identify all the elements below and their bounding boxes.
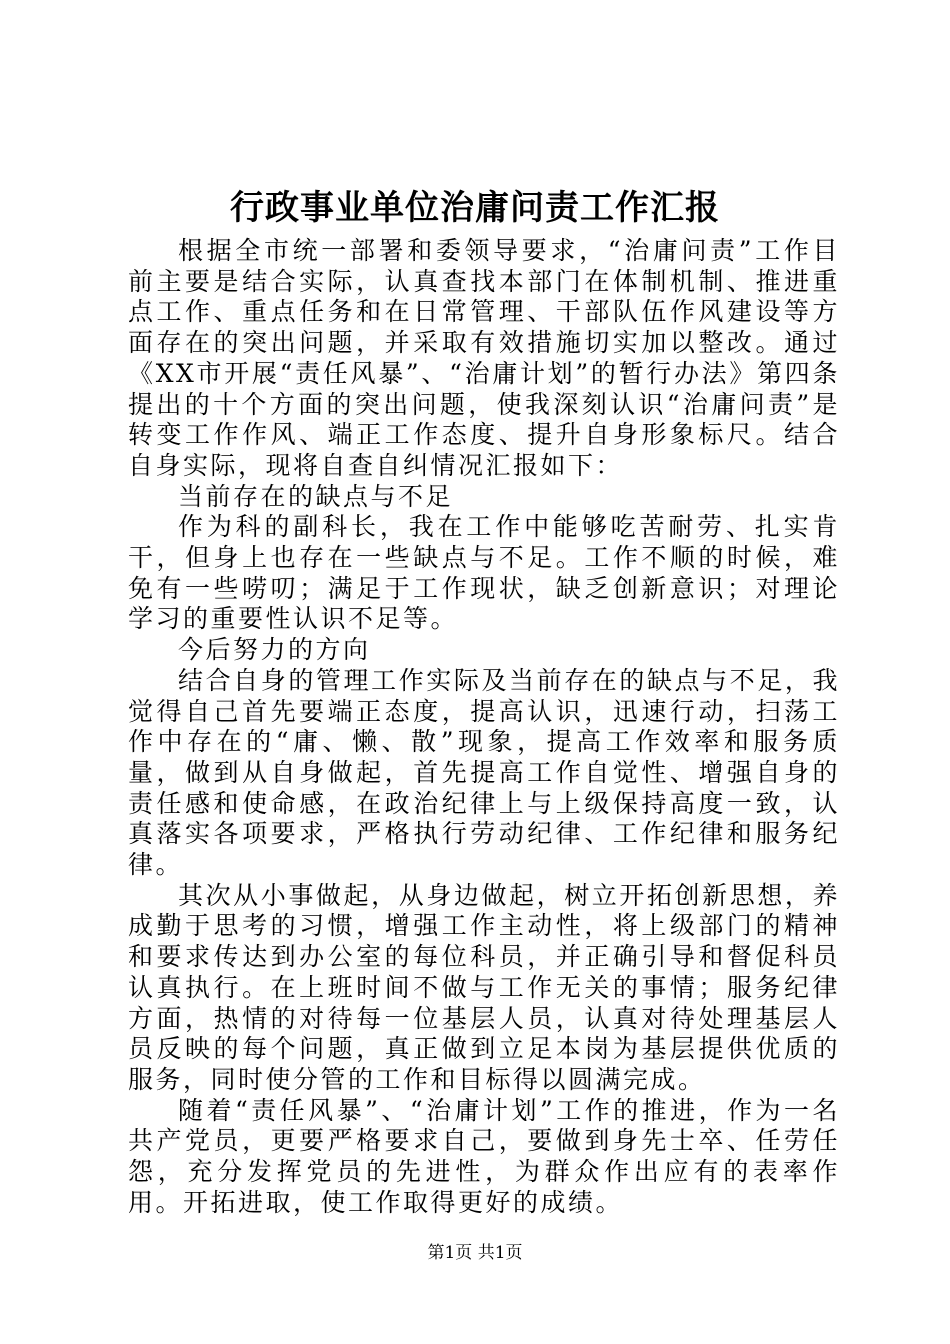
document-title: 行政事业单位治庸问责工作汇报 [230, 188, 720, 228]
paragraph-intro: 根据全市统一部署和委领导要求，“治庸问责”工作目前主要是结合实际，认真查找本部门在体制机制、推进重点工作、重点任务和在日常管理、干部队伍作风建设等方面存在的突出问题，并采取有效措施切实加以整改。通过《XX市开展“责任风暴”、“治庸计划”的暂行办法》第四条提出的十个方面的突出问题，使我深刻认识“治庸问责”是转变工作作风、端正工作态度、提升自身形象标尺。结合自身实际，现将自查自纠情况汇报如下： [128, 236, 840, 480]
section-heading-direction: 今后努力的方向 [178, 635, 371, 665]
document-body [128, 236, 840, 1219]
paragraph-direction-2: 其次从小事做起，从身边做起，树立开拓创新思想，养成勤于思考的习惯，增强工作主动性，将上级部门的精神和要求传达到办公室的每位科员，并正确引导和督促科员认真执行。在上班时间不做与工作无关的事情；服务纪律方面，热情的对待每一位基层人员，认真对待处理基层人员反映的每个问题，真正做到立足本岗为基层提供优质的服务，同时使分管的工作和目标得以圆满完成。 [128, 880, 840, 1094]
section-heading-shortcomings: 当前存在的缺点与不足 [178, 481, 454, 511]
page-number-footer: 第1页 共1页 [427, 1243, 523, 1263]
paragraph-direction-1: 结合自身的管理工作实际及当前存在的缺点与不足，我觉得自己首先要端正态度，提高认识，迅速行动，扫荡工作中存在的“庸、懒、散”现象，提高工作效率和服务质量，做到从自身做起，首先提高工作自觉性、增强自身的责任感和使命感，在政治纪律上与上级保持高度一致，认真落实各项要求，严格执行劳动纪律、工作纪律和服务纪律。 [128, 665, 840, 880]
paragraph-conclusion: 随着“责任风暴”、“治庸计划”工作的推进，作为一名共产党员，更要严格要求自己，要做到身先士卒、任劳任怨，充分发挥党员的先进性，为群众作出应有的表率作用。开拓进取，使工作取得更好的成绩。 [128, 1095, 840, 1217]
paragraph-shortcomings: 作为科的副科长，我在工作中能够吃苦耐劳、扎实肯干，但身上也存在一些缺点与不足。工作不顺的时候，难免有一些唠叨；满足于工作现状，缺乏创新意识；对理论学习的重要性认识不足等。 [128, 512, 840, 634]
